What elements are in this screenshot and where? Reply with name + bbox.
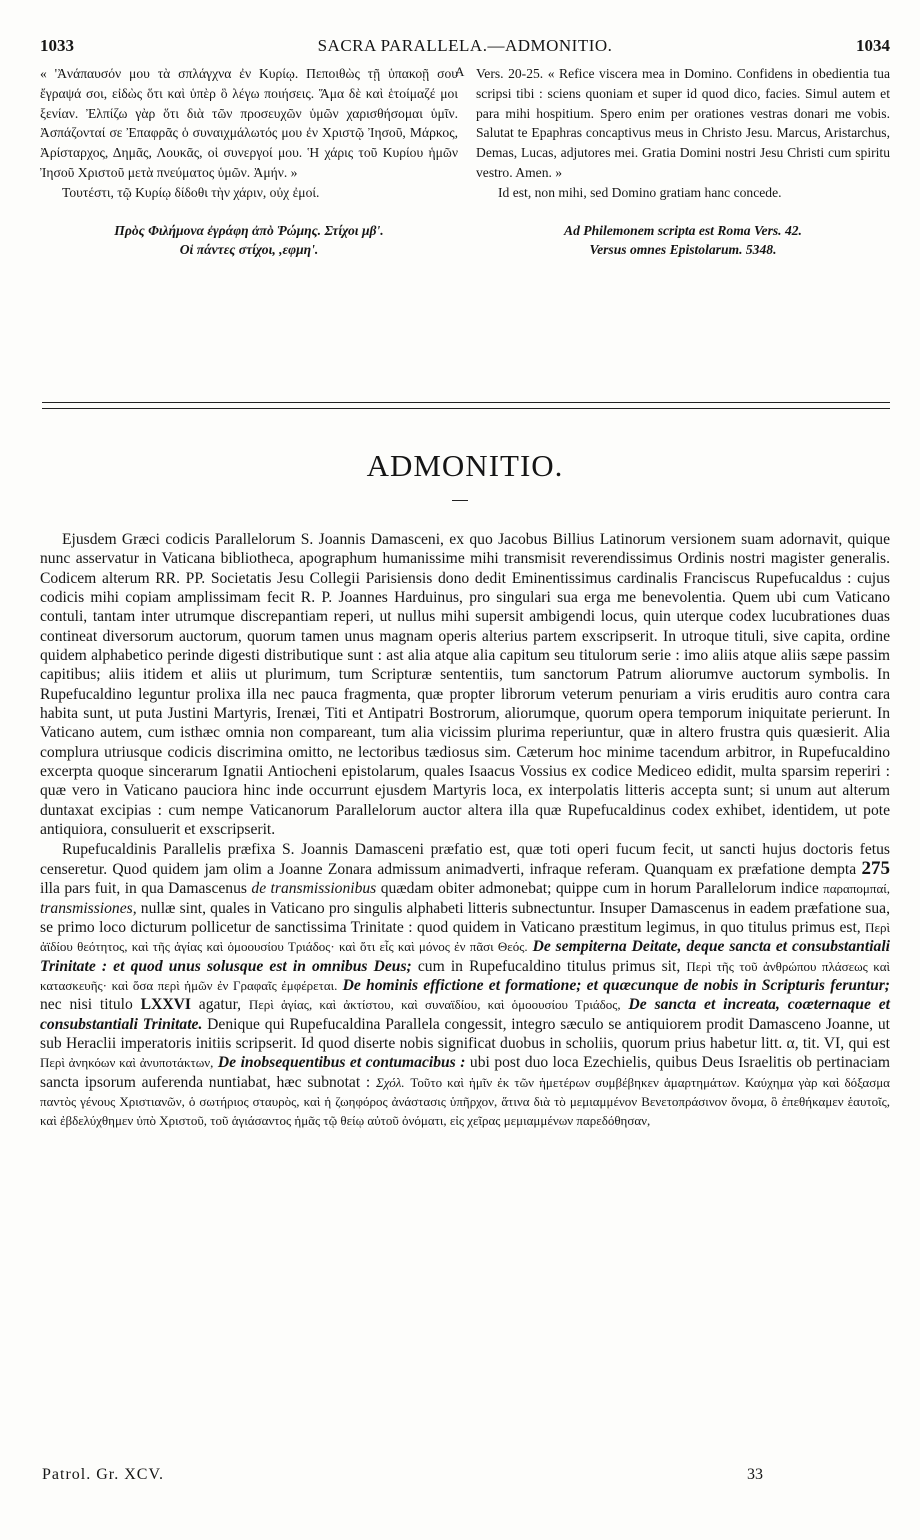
page-number-left: 1033: [40, 36, 74, 55]
greek-run: Περὶ ἀνηκόων καὶ ἀνυποτάκτων,: [40, 1055, 214, 1071]
bold-italic-run: De inobsequentibus et contumacibus :: [217, 1054, 466, 1072]
bold-italic-run: De sancta et increata, coæternaque et consubstantiali Trinitate.: [40, 996, 890, 1033]
text-run: Rupefucaldinis Parallelis præfixa S. Joannis Damasceni præfatio est, quæ toti operi fucum fecit, ut sancti hujus doctoris fetus censeretur. Quod quidem jam olim a Joanne Zonara admissum animadverti, infraque referam. Quanquam ex præfatione dempta: [40, 840, 890, 878]
greek-run: Τοῦτο καὶ ἡμῖν ἐκ τῶν ἡμετέρων συμβέβηκεν ἁμαρτημάτων. Καύχημα γὰρ καὶ δόξασμα παντὸς γένους Χριστιανῶν, ὁ σωτήριος σταυρὸς, καὶ ἡ ζωηφόρος ἀνάστασις ὑπῆρχον, ἅτινα διὰ τὸ μεμιαμμένον Βενετοπράσινον ὄνομα, ὃ ἐπεθήκαμεν ἑαυτοῖς, καὶ ἐβδελύχθημεν ὑπὸ Χριστοῦ, τοῦ ἁγιάσαντος ἡμᾶς τῷ θείῳ αὐτοῦ ὀνόματι, εἰς χεῖρας μεμιαμμένων παρεδόθησαν,: [40, 1074, 890, 1129]
divider-rule-top: [42, 402, 890, 403]
paragraph-1: Ejusdem Græci codicis Parallelorum S. Joannis Damasceni, ex quo Jacobus Billius Latinorum versionem suam adornavit, quique nunc asservatur in Vaticana bibliotheca, apographum humanissime mihi transmisit reverendissimus Ordinis nostri magister generalis. Codicem alterum RR. PP. Societatis Jesu Collegii Parisiensis dono dedit Eminentissimus cardinalis Franciscus Rupefucaldus : cujus codicis mihi copiam amplissimam fecit R. P. Joannes Harduinus, pro singulari sua erga me benevolentia. Quem ubi cum Vaticano contuli, tantam inter utrumque discrepantiam reperi, ut nullus mihi supersit ambigendi locus, quin uterque codex lucubrationes duas contineat diversorum auctorum, quorum tamen unus magnam operis alterius partem exscripserit. In utroque tituli, sive capita, ordine quidem alphabetico perinde digesti distributique sunt : ast alia atque alia capitum seu titulorum serie : imo aliis atque aliis sæpe passim capitibus; aliis itidem et aliis ut plurimum, tum Scripturæ sententiis, tum sanctorum Patrum aliorumve auctorum symbolis. In Rupefucaldino leguntur prolixa illa nec pauca fragmenta, quæ propter librorum veterum penuriam a viris eruditis auro contra cara habita sunt, ut puta Justini Martyris, Irenæi, Titi et Antipatri Bostrorum, aliorumque, quorum opera temporum iniquitate perierunt. In Vaticano autem, cum isthæc omnia non compareant, tum alia vicissim plurima reperiuntur, quæ in altero frustra quis quæsierit. Alia complura utriusque codicis discrimina omitto, ne lectoribus tædiosus sim. Cæterum hoc minime tacendum arbitror, in Rupefucaldino excerpta quoque sincerarum Ignatii Antiocheni epistolarum, quales Isaacus Vossius ex codice Mediceo edidit, multa sparsim reperiri : quæ vero in Vaticano pauciora hinc inde occurrunt ejusdem Martyris loca, ex interpolatis litteris accepta sunt; si unum aut alterum duntaxat excipias : cum nempe Vaticanorum Parallelorum auctor altera illa quæ Rupefucaldinus codex exhibet, identidem, ut pote antiquiora, consuluerit et exscripserit.: [40, 531, 890, 839]
bold-italic-run: De hominis effictione et formatione; et quæcunque de nobis in Scripturis feruntur;: [342, 976, 890, 994]
text-run: nec nisi titulo: [40, 996, 133, 1014]
page-number-right: 1034: [856, 36, 890, 55]
margin-number: 275: [861, 857, 890, 879]
latin-text: « Refice viscera mea in Domino. Confidens in obedientia tua scripsi tibi : sciens quoniam et super id quod dico, facies. Simul autem et para mihi hospitium. Spero enim per orationes vestras donari me vobis. Salutat te Epaphras concaptivus meus in Christo Jesu. Marcus, Aristarchus, Demas, Lucas, adjutores mei. Gratia Domini nostri Jesu Christi cum spiritu vestro. Amen. »: [476, 66, 891, 180]
latin-subscription-2: Versus omnes Epistolarum. 5348.: [589, 242, 777, 258]
text-run: Denique qui Rupefucaldina Parallela congessit, integro sæculo se antiquiorem prodit Damasceno Joanne, ut sub Heraclii imperatoris initiis scripserit. Id quod diserte nobis significat duobus in scholiis, quorum prius habetur litt. α, tit. VI, qui est: [40, 1015, 890, 1052]
italic-run: de transmissionibus: [251, 880, 377, 898]
verse-reference: Vers. 20-25.: [476, 66, 544, 81]
greek-text: « 'Ἀνάπαυσόν μου τὰ σπλάγχνα ἐν Κυρίῳ. Πεποιθὼς τῇ ὑπακοῇ σου ἔγραψά σοι, εἰδὼς ὅτι καὶ ὑπὲρ ὃ λέγω ποιήσεις. Ἅμα δὲ καὶ ἑτοίμαζέ μοι ξενίαν. Ἐλπίζω γὰρ ὅτι διὰ τῶν προσευχῶν ὑμῶν χαρισθήσομαι ὑμῖν. Ἀσπάζονταί σε Ἐπαφρᾶς ὁ συναιχμάλωτός μου ἐν Χριστῷ Ἰησοῦ, Μάρκος, Ἀρίσταρχος, Δημᾶς, Λουκᾶς, οἱ συνεργοί μου. Ἡ χάρις τοῦ Κυρίου ἡμῶν Ἰησοῦ Χριστοῦ μετὰ πνεύματος ὑμῶν. Ἀμήν. »: [40, 66, 458, 180]
greek-column: [40, 64, 458, 260]
text-run: quædam obiter admonebat; quippe cum in horum Parallelorum indice: [380, 880, 819, 898]
column-marker: A: [455, 64, 465, 79]
greek-run: Περὶ ἀϊδίου θεότητος, καὶ τῆς ἁγίας καὶ ὁμοουσίου Τριάδος· καὶ ὅτι εἷς καὶ μόνος ἐν πᾶσι Θεός.: [40, 919, 890, 955]
greek-run: Σχόλ.: [376, 1074, 405, 1090]
section-title: ADMONITIO.: [366, 448, 564, 483]
latin-subscription-1: Ad Philemonem scripta est Roma Vers. 42.: [564, 222, 802, 238]
greek-subscription-1: Πρὸς Φιλήμονα ἐγράφη ἀπὸ Ῥώμης. Στίχοι μβ'.: [114, 222, 384, 238]
greek-run: Περὶ ἁγίας, καὶ ἀκτίστου, καὶ συναϊδίου, καὶ ὁμοουσίου Τριάδος,: [248, 997, 621, 1013]
text-run: illa pars fuit, in qua Damascenus: [40, 880, 247, 898]
paragraph-2: [40, 840, 890, 1131]
greek-subscription-2: Οἱ πάντες στίχοι, ,εφμη'.: [179, 242, 319, 258]
latin-column: [476, 64, 890, 260]
bold-run: LXXVI: [140, 996, 191, 1014]
title-dash: [452, 500, 468, 501]
italic-run: transmissiones,: [40, 899, 137, 917]
text-run: ubi post duo loca Ezechielis, quibus Deus Israelitis ob pertinaciam sancta ipsorum auferenda nuntiabat, hæc subnotat :: [40, 1054, 890, 1091]
text-run: agatur,: [198, 996, 242, 1014]
text-run: nullæ sint, quales in Vaticano pro singulis alphabeti litteris subnectuntur. Insuper Damascenus in eadem præfatione sua, se primo loco dicturum pollicetur de sanctissima Trinitate : quod quidem in Vaticano præstitum legimus, in quo titulus primus est,: [40, 899, 890, 936]
greek-note: Τουτέστι, τῷ Κυρίῳ δίδοθι τὴν χάριν, οὐχ ἐμοί.: [62, 184, 320, 200]
divider-rule-bottom: [42, 408, 890, 409]
admonitio-body: [40, 530, 890, 1131]
footer-volume: Patrol. Gr. XCV.: [42, 1466, 164, 1483]
footer-signature: 33: [747, 1466, 763, 1483]
bold-italic-run: De sempiterna Deitate, deque sancta et consubstantiali Trinitate : et quod unus solusque est in omnibus Deus;: [40, 938, 890, 975]
greek-run: παραπομπαί,: [823, 881, 890, 897]
greek-run: Περὶ τῆς τοῦ ἀνθρώπου πλάσεως καὶ κατασκευῆς· καὶ ὅσα περὶ ἡμῶν ἐν Γραφαῖς ἐμφέρεται.: [40, 958, 891, 993]
text-run: cum in Rupefucaldino titulus primus sit,: [417, 957, 681, 975]
running-head: [40, 36, 890, 60]
latin-note: Id est, non mihi, sed Domino gratiam hanc concede.: [498, 184, 782, 200]
running-title: SACRA PARALLELA.—ADMONITIO.: [317, 36, 613, 55]
